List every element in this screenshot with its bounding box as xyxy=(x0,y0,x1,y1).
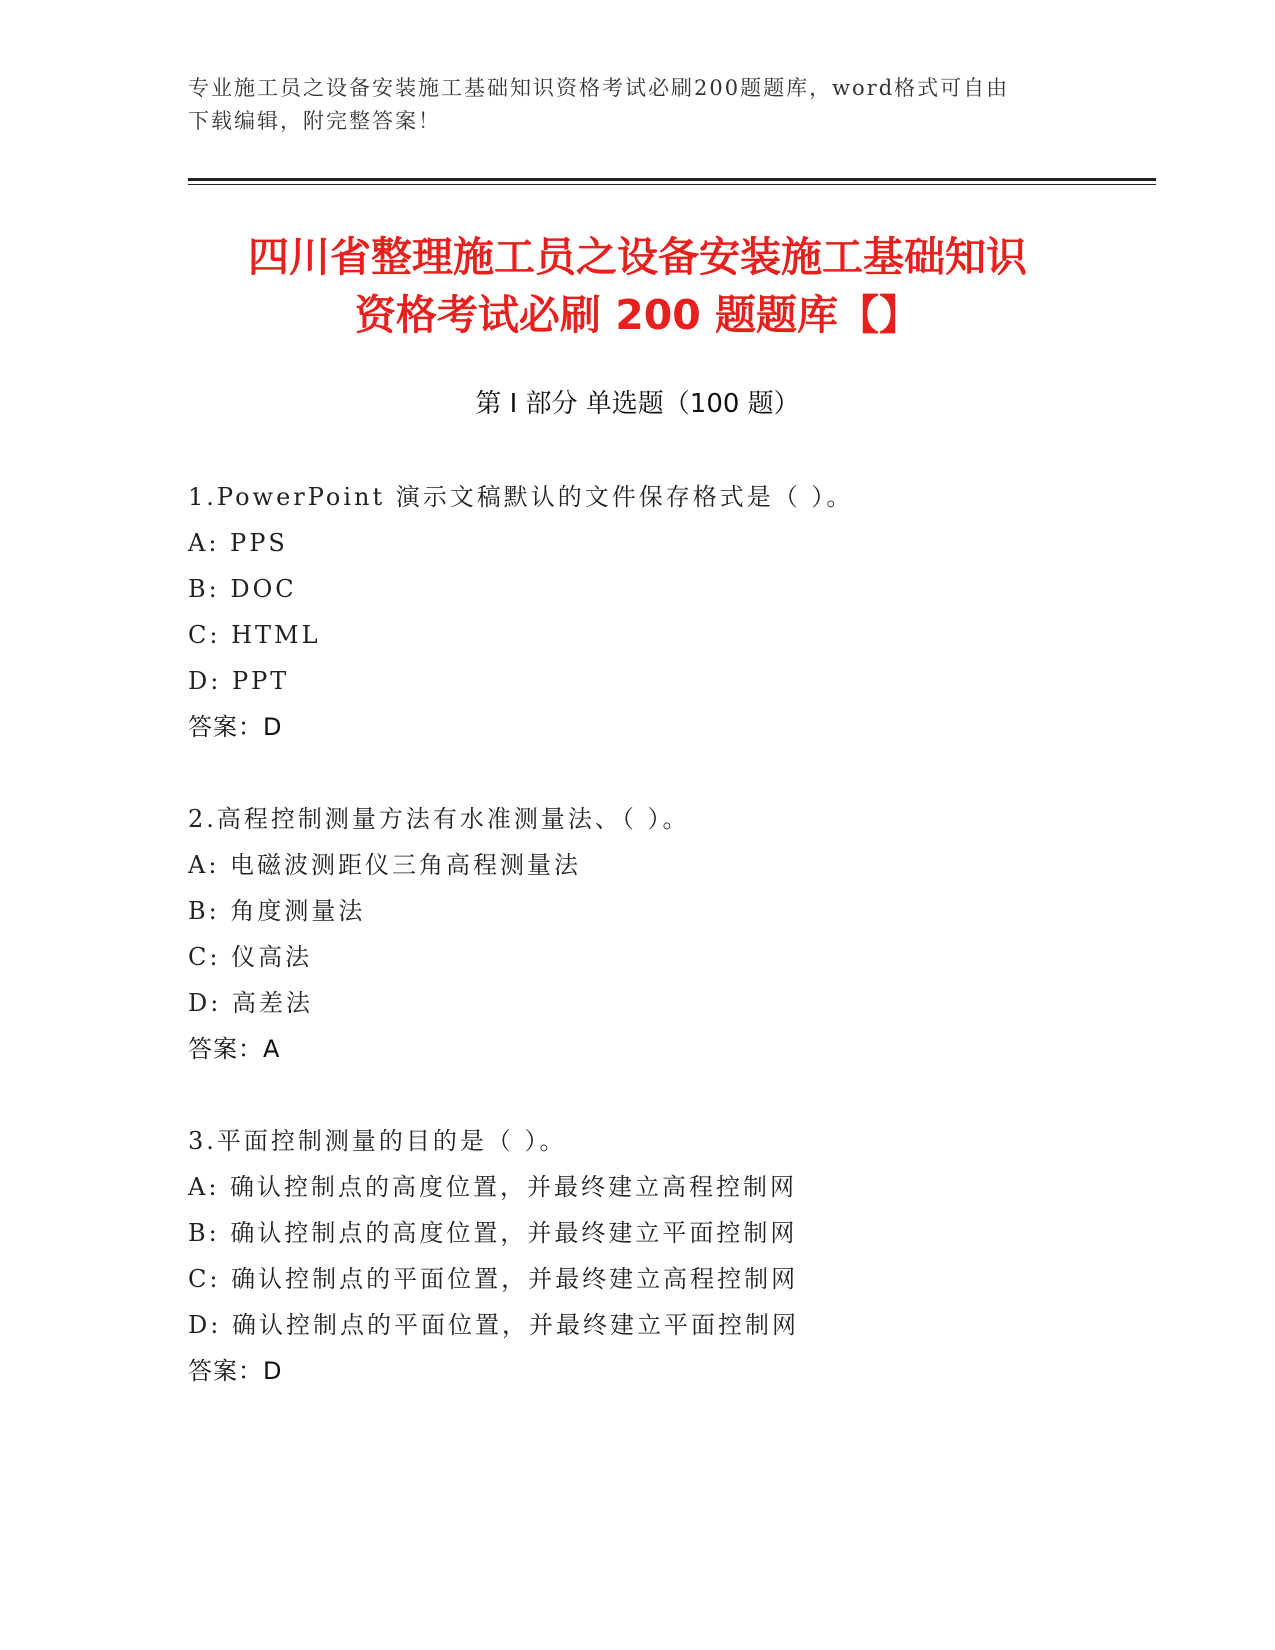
header-rule-thin xyxy=(188,184,1156,185)
section-heading: 第 I 部分 单选题（100 题） xyxy=(475,389,800,419)
option-a: A: PPS xyxy=(188,529,288,557)
question-item xyxy=(188,1118,1148,1394)
option-a: A: 电磁波测距仪三角高程测量法 xyxy=(188,851,582,879)
answer-line: 答案：D xyxy=(188,713,283,741)
option-c: C: 仪高法 xyxy=(188,943,313,971)
question-item xyxy=(188,796,1148,1072)
document-title-line2: 资格考试必刷 200 题题库【】 xyxy=(354,291,921,339)
option-a: A: 确认控制点的高度位置，并最终建立高程控制网 xyxy=(188,1173,798,1201)
question-stem: 3.平面控制测量的目的是（ ）。 xyxy=(188,1127,567,1155)
option-c: C: HTML xyxy=(188,621,321,649)
header-note-line1: 专业施工员之设备安装施工基础知识资格考试必刷200题题库，word格式可自由 xyxy=(188,76,1010,100)
answer-line: 答案：A xyxy=(188,1035,281,1063)
option-d: D: 高差法 xyxy=(188,989,313,1017)
answer-line: 答案：D xyxy=(188,1357,283,1385)
header-rule-thick xyxy=(188,178,1156,181)
document-title-line1: 四川省整理施工员之设备安装施工基础知识 xyxy=(248,233,1027,281)
question-stem: 2.高程控制测量方法有水准测量法、（ ）。 xyxy=(188,805,690,833)
option-b: B: 角度测量法 xyxy=(188,897,366,925)
option-c: C: 确认控制点的平面位置，并最终建立高程控制网 xyxy=(188,1265,799,1293)
document-title xyxy=(150,228,1125,344)
option-b: B: 确认控制点的高度位置，并最终建立平面控制网 xyxy=(188,1219,798,1247)
option-b: B: DOC xyxy=(188,575,297,603)
question-stem: 1.PowerPoint 演示文稿默认的文件保存格式是（ ）。 xyxy=(188,483,854,511)
header-note-line2: 下载编辑，附完整答案！ xyxy=(188,109,441,133)
header-note xyxy=(188,72,1088,138)
option-d: D: 确认控制点的平面位置，并最终建立平面控制网 xyxy=(188,1311,799,1339)
question-list xyxy=(188,474,1148,1440)
question-item xyxy=(188,474,1148,750)
option-d: D: PPT xyxy=(188,667,290,695)
